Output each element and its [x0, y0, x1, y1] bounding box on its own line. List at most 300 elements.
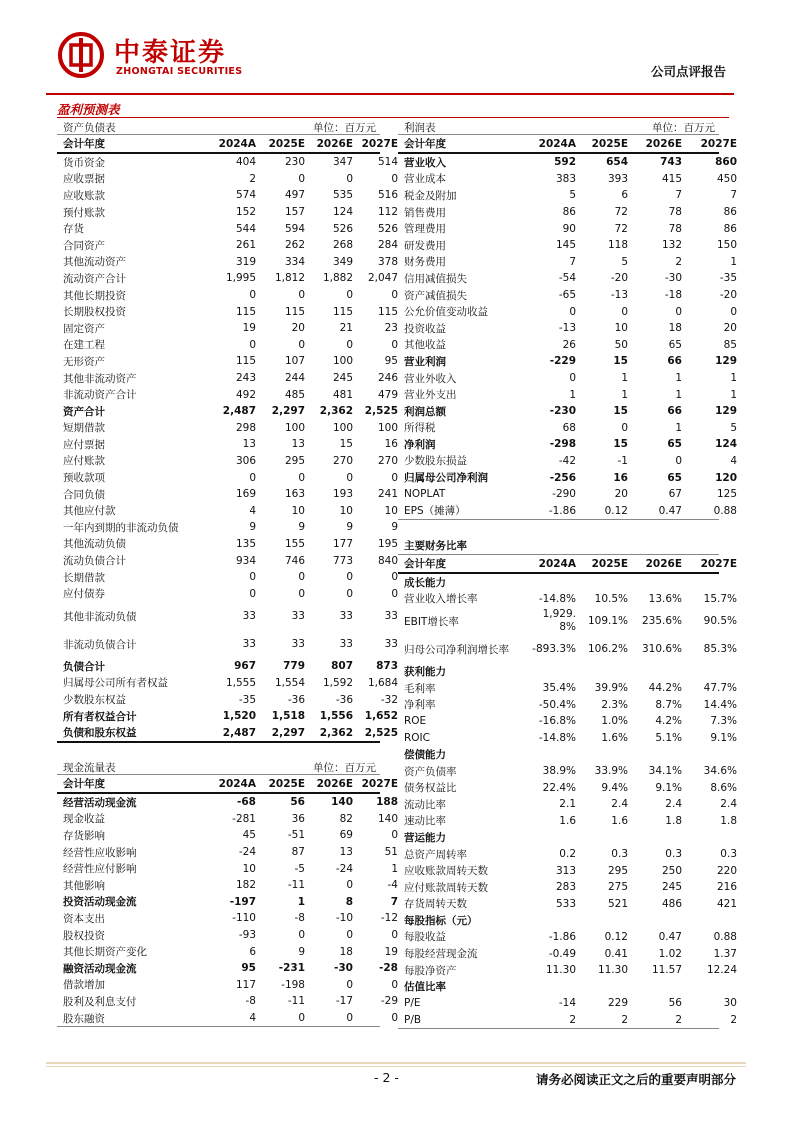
- row-value: 33: [339, 638, 353, 651]
- row-value: 6: [621, 189, 628, 202]
- row-value: 486: [661, 897, 682, 910]
- table-row: [57, 254, 398, 271]
- row-value: 526: [377, 222, 398, 235]
- row-value: 85.3%: [703, 643, 737, 656]
- row-value: 0: [675, 454, 682, 467]
- row-value: 0.2: [559, 848, 576, 861]
- row-label: 流动负债合计: [63, 555, 126, 568]
- row-value: 100: [332, 421, 353, 434]
- table-row: [398, 237, 737, 254]
- row-label: 其他长期投资: [63, 289, 126, 302]
- header-year: 2024A: [218, 777, 256, 790]
- row-value: 150: [716, 239, 737, 252]
- row-value: 18: [339, 945, 353, 958]
- table-row: [57, 171, 398, 188]
- table-caption: [398, 119, 719, 135]
- row-value: 1,652: [364, 710, 398, 723]
- row-value: -51: [287, 829, 305, 842]
- row-label: 成长能力: [404, 576, 446, 589]
- row-label: EPS（摊薄）: [404, 505, 466, 518]
- table-row: [57, 154, 398, 171]
- row-value: 1.6: [611, 814, 628, 827]
- table-row: [398, 370, 737, 387]
- row-value: 33: [242, 610, 256, 623]
- row-value: 14.4%: [703, 698, 737, 711]
- row-value: -11: [287, 879, 305, 892]
- row-label: 其他非流动负债: [63, 610, 137, 623]
- row-value: 0: [249, 471, 256, 484]
- row-value: 230: [284, 156, 305, 169]
- row-value: 245: [332, 372, 353, 385]
- row-value: 514: [377, 156, 398, 169]
- row-value: 516: [377, 189, 398, 202]
- table-row: [57, 386, 398, 403]
- row-value: 95: [384, 355, 398, 368]
- row-value: 11.30: [597, 964, 628, 977]
- row-value: 1,684: [367, 676, 398, 689]
- row-label: 投资收益: [404, 322, 446, 335]
- table-row: [398, 862, 737, 879]
- row-label: 流动资产合计: [63, 272, 126, 285]
- row-value: 87: [291, 846, 305, 859]
- row-value: 0: [391, 587, 398, 600]
- row-value: 1,520: [222, 710, 256, 723]
- table-row: [57, 486, 398, 503]
- row-value: 378: [377, 255, 398, 268]
- row-label: 所有者权益合计: [63, 710, 137, 723]
- row-value: 268: [332, 239, 353, 252]
- row-value: 100: [284, 421, 305, 434]
- row-label: ROE: [404, 715, 427, 728]
- table-row: [57, 993, 398, 1010]
- row-value: 284: [377, 239, 398, 252]
- row-value: 1: [621, 372, 628, 385]
- table-row: [398, 420, 737, 437]
- row-value: 7: [390, 895, 398, 908]
- table-row: [57, 536, 398, 553]
- row-value: 319: [235, 255, 256, 268]
- row-value: 16: [613, 471, 628, 484]
- row-value: 107: [284, 355, 305, 368]
- table-row: [57, 420, 398, 437]
- row-value: 36: [291, 812, 305, 825]
- row-value: 479: [377, 388, 398, 401]
- footer-divider: [46, 1062, 746, 1064]
- row-value: 1.8: [720, 814, 737, 827]
- header-year: 2027E: [361, 137, 398, 150]
- income-statement-table: [398, 119, 737, 520]
- row-value: 1: [621, 388, 628, 401]
- row-label: 应收账款: [63, 189, 105, 202]
- table-row: [398, 303, 737, 320]
- row-value: 90: [562, 222, 576, 235]
- row-value: 594: [284, 222, 305, 235]
- row-value: 65: [667, 471, 682, 484]
- row-label: 非流动负债合计: [63, 638, 137, 651]
- row-value: -4: [387, 879, 398, 892]
- row-value: 19: [242, 322, 256, 335]
- row-value: 95: [241, 962, 256, 975]
- table-row: [398, 403, 737, 420]
- row-value: -256: [549, 471, 576, 484]
- row-value: 13: [242, 438, 256, 451]
- row-value: 10: [291, 504, 305, 517]
- row-value: 0: [621, 305, 628, 318]
- table-row: [57, 469, 398, 486]
- row-value: -14.8%: [538, 592, 576, 605]
- row-value: 7.3%: [710, 715, 737, 728]
- row-value: 117: [235, 978, 256, 991]
- row-value: 0.3: [720, 848, 737, 861]
- row-label: 归属母公司净利润: [404, 472, 488, 485]
- row-value: 8.7%: [655, 698, 682, 711]
- header-year: 2024A: [538, 557, 576, 570]
- row-label: 其他流动资产: [63, 256, 126, 269]
- row-value: -50.4%: [538, 698, 576, 711]
- row-value: 109.1%: [587, 615, 628, 628]
- table-title-text: 主要财务比率: [404, 540, 467, 552]
- row-label: 销售费用: [404, 206, 446, 219]
- row-value: 33: [291, 610, 305, 623]
- table-row: [57, 237, 398, 254]
- table-caption: [57, 119, 380, 135]
- row-value-text: -893.3%: [532, 642, 576, 655]
- brand-name-en: ZHONGTAI SECURITIES: [116, 66, 243, 77]
- table-title: 现金流量表: [63, 762, 116, 774]
- row-value: 216: [716, 881, 737, 894]
- table-bottom-rule: [57, 1026, 380, 1027]
- row-value: 33: [384, 638, 398, 651]
- row-value: 310.6%: [641, 643, 682, 656]
- table-row: [398, 912, 719, 929]
- table-row: [398, 746, 719, 763]
- row-value: -11: [287, 995, 305, 1008]
- row-label: 速动比率: [404, 815, 446, 828]
- row-value: 2,297: [271, 726, 305, 739]
- row-value: -14.8%: [538, 731, 576, 744]
- row-label: 负债和股东权益: [63, 727, 137, 740]
- row-value: 0: [391, 978, 398, 991]
- row-value: 334: [284, 255, 305, 268]
- row-value: 15: [613, 438, 628, 451]
- row-value: -10: [335, 912, 353, 925]
- row-value: 393: [607, 172, 628, 185]
- header-label: 会计年度: [63, 778, 105, 790]
- row-value: 15: [339, 438, 353, 451]
- row-value: 90.5%: [703, 615, 737, 628]
- row-label: 存货影响: [63, 829, 105, 842]
- row-value: 51: [384, 846, 398, 859]
- row-value: 45: [242, 829, 256, 842]
- header-year: 2025E: [591, 137, 628, 150]
- table-row: [398, 945, 737, 962]
- row-value: -28: [379, 962, 398, 975]
- row-value: 0: [675, 305, 682, 318]
- table-row: [57, 270, 398, 287]
- row-label: 负债合计: [63, 660, 105, 673]
- row-value: 182: [235, 879, 256, 892]
- row-value: 2,362: [319, 405, 353, 418]
- table-row: [57, 844, 398, 861]
- row-value: 9.1%: [710, 731, 737, 744]
- row-value: 0: [391, 829, 398, 842]
- row-value: 404: [235, 156, 256, 169]
- row-value: 807: [331, 660, 353, 673]
- row-value: -35: [238, 693, 256, 706]
- row-value: -68: [237, 796, 256, 809]
- row-value: 0: [249, 338, 256, 351]
- table-header-row: [398, 135, 737, 154]
- row-label: 估值比率: [404, 981, 446, 994]
- row-value: 0: [298, 172, 305, 185]
- table-row: [57, 691, 398, 708]
- row-value: 0: [249, 289, 256, 302]
- row-label: 偿债能力: [404, 748, 446, 761]
- row-value: 1: [730, 372, 737, 385]
- row-label: 经营活动现金流: [63, 796, 137, 809]
- row-value: -30: [334, 962, 353, 975]
- header-year: 2026E: [645, 137, 682, 150]
- row-value: 125: [716, 488, 737, 501]
- table-row: [57, 794, 398, 811]
- row-value: 9.4%: [601, 781, 628, 794]
- row-value: 9: [298, 521, 305, 534]
- row-value: 140: [377, 812, 398, 825]
- row-label: 资产合计: [63, 405, 105, 418]
- row-label: 经营性应收影响: [63, 846, 137, 859]
- row-label: 少数股东损益: [404, 455, 467, 468]
- row-value: 72: [614, 206, 628, 219]
- row-value: 535: [332, 189, 353, 202]
- table-row: [398, 962, 737, 979]
- table-bottom-rule: [398, 519, 719, 520]
- row-value: 10: [614, 322, 628, 335]
- row-value: -290: [552, 488, 576, 501]
- row-value: [524, 643, 580, 656]
- row-value: 34.6%: [703, 765, 737, 778]
- row-value: [524, 608, 580, 634]
- row-label: 其他流动负债: [63, 538, 126, 551]
- table-row: [398, 171, 737, 188]
- row-label: 合同负债: [63, 488, 105, 501]
- row-label: 应收账款周转天数: [404, 865, 488, 878]
- row-value: 18: [668, 322, 682, 335]
- row-value: 295: [284, 454, 305, 467]
- row-value: 4: [249, 1012, 256, 1025]
- row-value: 2,525: [364, 726, 398, 739]
- row-value: 7: [675, 189, 682, 202]
- row-value: 5: [569, 189, 576, 202]
- row-value: 0.47: [658, 930, 682, 943]
- row-value: 106.2%: [587, 643, 628, 656]
- row-value: 0: [346, 338, 353, 351]
- row-value: 6: [249, 945, 256, 958]
- row-value: 934: [235, 554, 256, 567]
- row-value: 0.41: [604, 947, 628, 960]
- row-value: 5: [730, 421, 737, 434]
- row-value: 2,297: [271, 405, 305, 418]
- row-value: 0: [391, 471, 398, 484]
- header-year: 2024A: [538, 137, 576, 150]
- table-title: 资产负债表: [63, 122, 116, 134]
- row-value: 0: [298, 929, 305, 942]
- section-title: 盈利预测表: [57, 102, 120, 117]
- row-value: 129: [715, 405, 737, 418]
- row-label: 归母公司净利润增长率: [404, 643, 509, 656]
- table-row: [57, 337, 398, 354]
- table-row: [398, 220, 737, 237]
- row-label: 预付账款: [63, 206, 105, 219]
- row-value: 0: [298, 571, 305, 584]
- row-value: 1.02: [658, 947, 682, 960]
- table-bottom-rule: [398, 1028, 719, 1029]
- row-label: 其他影响: [63, 879, 105, 892]
- row-value: 66: [667, 355, 682, 368]
- header-year: 2025E: [268, 137, 305, 150]
- table-row: [57, 943, 398, 960]
- row-value: 118: [607, 239, 628, 252]
- row-value: 2: [569, 1013, 576, 1026]
- row-value: 743: [660, 156, 682, 169]
- row-value: 0: [346, 978, 353, 991]
- row-value: 0.47: [658, 504, 682, 517]
- row-value: 773: [332, 554, 353, 567]
- row-value: 10.5%: [594, 592, 628, 605]
- row-value: 20: [291, 322, 305, 335]
- table-row: [398, 813, 737, 830]
- table-row: [398, 978, 719, 995]
- row-value: 2.3%: [601, 698, 628, 711]
- row-value: 526: [332, 222, 353, 235]
- header-divider: [46, 93, 734, 95]
- row-value: 188: [376, 796, 398, 809]
- row-value: 15: [613, 355, 628, 368]
- row-value: -198: [281, 978, 305, 991]
- row-value: 383: [555, 172, 576, 185]
- row-value: 115: [235, 355, 256, 368]
- row-label: 短期借款: [63, 422, 105, 435]
- row-value: -36: [335, 693, 353, 706]
- row-value: 44.2%: [648, 682, 682, 695]
- table-caption: [57, 759, 380, 775]
- header-label: 会计年度: [404, 138, 446, 150]
- row-label: EBIT增长率: [404, 615, 459, 628]
- table-row: [57, 320, 398, 337]
- table-row: [57, 569, 398, 586]
- table-row: [398, 320, 737, 337]
- table-row: [398, 436, 737, 453]
- row-label: 债务权益比: [404, 782, 457, 795]
- row-value: -0.49: [548, 947, 576, 960]
- row-value: 2: [249, 172, 256, 185]
- row-value: 66: [667, 405, 682, 418]
- table-row: [57, 860, 398, 877]
- row-value: -36: [287, 693, 305, 706]
- table-header-row: [57, 775, 398, 794]
- table-row: [57, 658, 398, 675]
- row-label: 获利能力: [404, 665, 446, 678]
- row-value: 654: [606, 156, 628, 169]
- row-value: 0: [569, 372, 576, 385]
- row-label: P/B: [404, 1013, 422, 1026]
- row-value: 0: [298, 471, 305, 484]
- row-value: 574: [235, 189, 256, 202]
- row-value: 0.88: [713, 930, 737, 943]
- row-value: 1.6: [559, 814, 576, 827]
- row-value: 1: [391, 862, 398, 875]
- table-row: [57, 675, 398, 692]
- row-value: 497: [284, 189, 305, 202]
- row-value: 421: [716, 897, 737, 910]
- row-value: 132: [661, 239, 682, 252]
- row-value: 485: [284, 388, 305, 401]
- row-value: 1: [730, 388, 737, 401]
- row-value: 244: [284, 372, 305, 385]
- row-label: 净利率: [404, 699, 436, 712]
- row-label: 融资活动现金流: [63, 962, 137, 975]
- row-value: 34.1%: [648, 765, 682, 778]
- row-value: 16: [384, 438, 398, 451]
- row-label: 预收款项: [63, 472, 105, 485]
- table-row: [57, 303, 398, 320]
- row-value: 155: [284, 537, 305, 550]
- table-row: [57, 519, 398, 536]
- row-value: 9: [249, 521, 256, 534]
- row-label: 营运能力: [404, 831, 446, 844]
- row-value: 163: [284, 488, 305, 501]
- row-value: 86: [723, 222, 737, 235]
- row-value: 415: [661, 172, 682, 185]
- table-row: [57, 220, 398, 237]
- table-row: [57, 724, 398, 741]
- row-value: 0: [346, 471, 353, 484]
- row-value: 10: [384, 504, 398, 517]
- row-value: 0: [346, 1012, 353, 1025]
- row-value: -231: [278, 962, 305, 975]
- row-label: 应付票据: [63, 438, 105, 451]
- row-value: -281: [232, 812, 256, 825]
- row-value: -17: [335, 995, 353, 1008]
- header-year: 2024A: [218, 137, 256, 150]
- table-row: [398, 607, 737, 635]
- table-row: [398, 502, 737, 519]
- row-value: 262: [284, 239, 305, 252]
- row-value: -20: [610, 272, 628, 285]
- table-row: [57, 630, 398, 658]
- table-row: [57, 552, 398, 569]
- row-value: 9: [391, 521, 398, 534]
- row-value: 56: [290, 796, 305, 809]
- row-value: 68: [562, 421, 576, 434]
- row-value: -298: [549, 438, 576, 451]
- row-value: 275: [607, 881, 628, 894]
- table-row: [57, 187, 398, 204]
- table-unit: 单位：百万元: [313, 762, 376, 774]
- row-value: 1.8: [665, 814, 682, 827]
- row-value: 10: [339, 504, 353, 517]
- row-value: 2,487: [222, 726, 256, 739]
- row-value: 5: [621, 255, 628, 268]
- row-value: 7: [569, 255, 576, 268]
- row-value: 2: [675, 255, 682, 268]
- row-value: 65: [668, 338, 682, 351]
- row-value: 26: [562, 338, 576, 351]
- row-value: 0: [346, 571, 353, 584]
- row-value: 533: [555, 897, 576, 910]
- row-value: 2: [730, 1013, 737, 1026]
- row-value: 250: [661, 864, 682, 877]
- row-label: 研发费用: [404, 239, 446, 252]
